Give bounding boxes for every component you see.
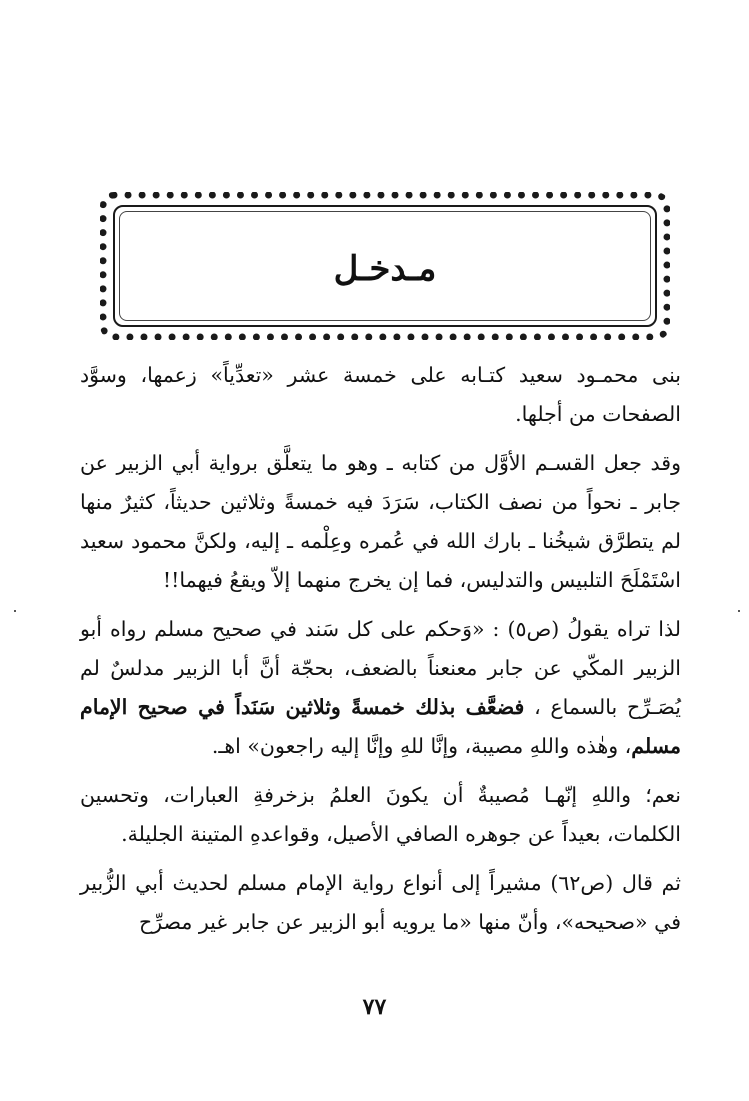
paragraph-1 [80, 356, 681, 434]
paragraph-3-text-end: ، وهٰذه واللهِ مصيبة، وإنَّا للهِ وإنَّا إليه راجعون» اهـ. [211, 734, 632, 758]
paragraph-3 [80, 610, 681, 766]
paragraph-2 [80, 444, 681, 600]
paragraph-5 [80, 864, 681, 942]
paragraph-3-bold-text: فضعَّف بذلك خمسةً وثلاثين سَنَداً في صحيح الإمام مسلم [80, 695, 681, 758]
paragraph-5-text: ثم قال (ص٦٢) مشيراً إلى أنواع رواية الإمام مسلم لحديث أبي الزُّبير في «صحيحه»، وأنّ منها «ما يرويه أبو الزبير عن جابر غير مصرِّح [80, 871, 681, 934]
paragraph-2-text: وقد جعل القسـم الأوَّل من كتابه ـ وهو ما يتعلَّق برواية أبي الزبير عن جابر ـ نحواً من نصف الكتاب، سَرَدَ فيه خمسةً وثلاثين حديثاً، كثيرٌ منها لم يتطرَّق شيخُنا ـ بارك الله في عُمره وعِلْمه ـ إليه، ولكنَّ محمود سعيد اسْتَمْلَحَ التلبيس والتدليس، فما إن يخرج منهما إلاّ ويقعُ فيهما!! [80, 451, 681, 592]
margin-speck [738, 610, 740, 612]
paragraph-1-text: بنى محمـود سعيد كتـابه على خمسة عشر «تعدِّياً» زعمها، وسوَّد الصفحات من أجلها. [80, 363, 681, 426]
section-heading: مـدخـل [333, 249, 437, 289]
page-number: ٧٧ [362, 994, 387, 1020]
ornamental-heading-frame [100, 192, 670, 340]
body-text [80, 356, 681, 952]
paragraph-3-text-start: لذا تراه يقولُ (ص٥) : «وَحكم على كل سَند في صحيح مسلم رواه أبو الزبير المكّي عن جابر معنعناً بالضعف، بحجّة أنَّ أبا الزبير مدلسٌ لم يُصَـرِّح بالسماع ، [80, 617, 682, 719]
margin-speck [14, 610, 16, 612]
heading-frame-inner-border [113, 205, 657, 327]
paragraph-4-text: نعم؛ واللهِ إنّهـا مُصيبةٌ أن يكونَ العلمُ بزخرفةِ العبارات، وتحسين الكلمات، بعيداً عن جوهره الصافي الأصيل، وقواعدهِ المتينة الجليلة. [80, 783, 681, 846]
paragraph-4 [80, 776, 681, 854]
